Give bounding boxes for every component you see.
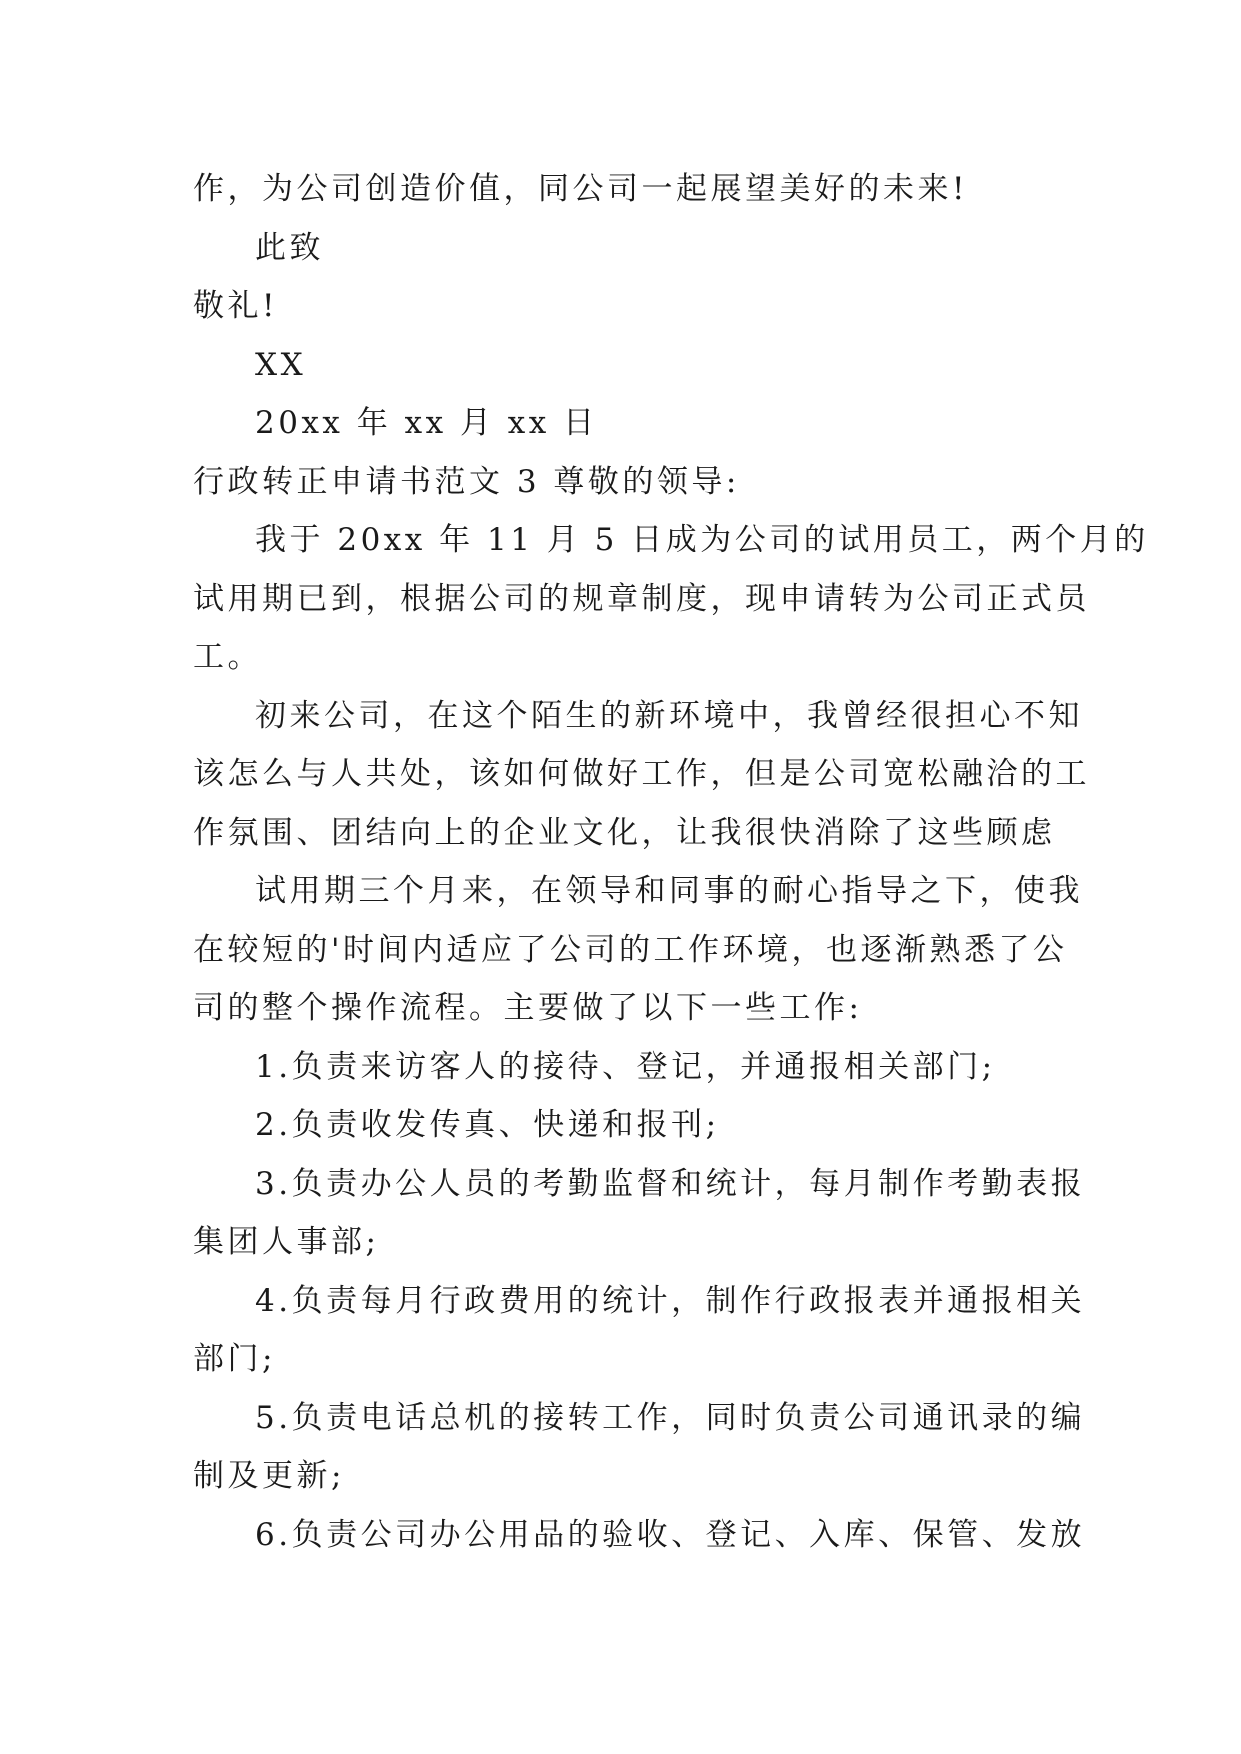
- text-line: 该怎么与人共处，该如何做好工作，但是公司宽松融洽的工: [193, 756, 1090, 792]
- text-line: 试用期已到，根据公司的规章制度，现申请转为公司正式员: [193, 580, 1090, 617]
- text-line: XX: [255, 346, 307, 383]
- text-line: 部门;: [193, 1341, 276, 1377]
- text-line: 1.负责来访客人的接待、登记，并通报相关部门;: [255, 1048, 996, 1085]
- text-line: 我于 20xx 年 11 月 5 日成为公司的试用员工，两个月的: [255, 522, 1149, 558]
- text-line: 初来公司，在这个陌生的新环境中，我曾经很担心不知: [255, 697, 1083, 734]
- text-line: 集团人事部;: [193, 1224, 380, 1260]
- text-line: 20xx 年 xx 月 xx 日: [255, 405, 598, 441]
- text-line: 试用期三个月来，在领导和同事的耐心指导之下，使我: [255, 873, 1083, 909]
- text-line: 在较短的'时间内适应了公司的工作环境，也逐渐熟悉了公: [193, 931, 1068, 968]
- text-line: 敬礼!: [193, 288, 278, 324]
- text-line: 制及更新;: [193, 1458, 345, 1494]
- text-line: 4.负责每月行政费用的统计，制作行政报表并通报相关: [255, 1282, 1086, 1319]
- text-line: 此致: [255, 229, 324, 266]
- text-line: 作，为公司创造价值，同公司一起展望美好的未来!: [193, 171, 968, 207]
- text-line: 3.负责办公人员的考勤监督和统计，每月制作考勤表报: [255, 1165, 1086, 1202]
- text-line: 6.负责公司办公用品的验收、登记、入库、保管、发放: [255, 1516, 1086, 1553]
- text-line: 5.负责电话总机的接转工作，同时负责公司通讯录的编: [255, 1399, 1086, 1436]
- text-line: 行政转正申请书范文 3 尊敬的领导:: [193, 463, 740, 500]
- text-line: 工。: [193, 639, 262, 675]
- text-line: 司的整个操作流程。主要做了以下一些工作:: [193, 990, 863, 1026]
- text-line: 作氛围、团结向上的企业文化，让我很快消除了这些顾虑: [193, 814, 1056, 851]
- document-body: [193, 160, 1149, 1564]
- text-line: 2.负责收发传真、快递和报刊;: [255, 1107, 720, 1143]
